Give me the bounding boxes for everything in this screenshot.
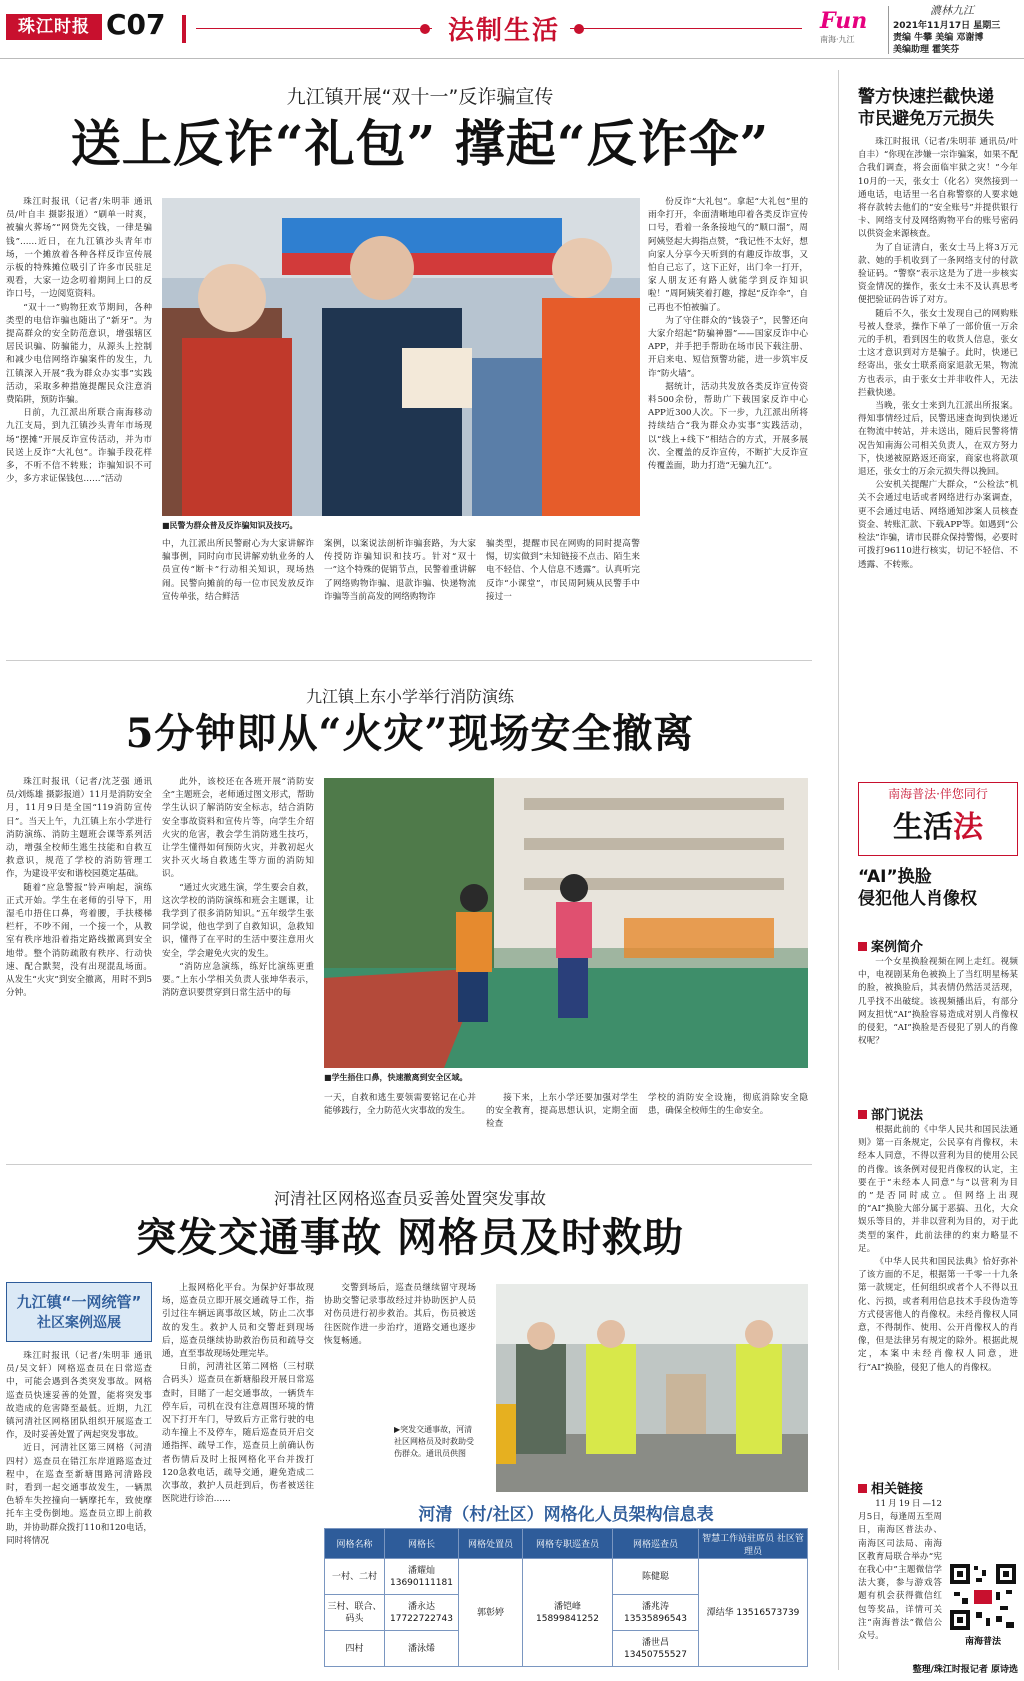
article-divider: [6, 1164, 812, 1165]
paragraph: 当晚，张女士来到九江派出所报案。得知事情经过后，民警迅速查询到快递近在物流中转站，并未送出，随后民警将情况告知南海公司相关负责人，在双方努力下，快递被原路返还商家，商家也将款项退还，张女士的万余元损失得以挽回。: [858, 401, 1018, 478]
paragraph: 珠江时报讯（记者/朱明菲 通讯员/吴文轩）网格巡查员在日常巡查中，可能会遇到各类突发事故。网格巡查员快速妥善的处置，能将突发事故造成的危害降至最低。近期，九江镇河清社区网格团队组织开展巡查工作，及时妥善处置了两起突发事故。: [6, 1351, 152, 1441]
paragraph: 《中华人民共和国民法典》恰好弥补了该方面的不足，根据第一千零一十九条第一款规定，任何组织或者个人不得以丑化、污损，或者利用信息技术手段伪造等方式侵害他人的肖像权。未经肖像权人同意，不得制作、使用、公开肖像权人的肖像，但是法律另有规定的除外。根据此规定，本案中未经肖像权人同意，进行“AI”换脸，侵犯了他人的肖像权。: [858, 1257, 1018, 1373]
link-heading: [858, 1478, 923, 1497]
table-cell: 潘泳烯: [385, 1631, 459, 1667]
paragraph: 为了守住群众的“钱袋子”，民警还向大家介绍起“防骗神器”——国家反诈中心APP，并手把手帮助在场市民下载注册、开启来电、短信预警功能，进一步筑牢反诈“防火墙”。: [648, 315, 808, 379]
dept-heading: [858, 1104, 923, 1123]
brand-logo: [820, 8, 888, 50]
table-header: 网格专职巡查员: [523, 1529, 613, 1559]
paragraph: “双十一”购物狂欢节期间，各种类型的电信诈骗也随出了“新牙”。为提高群众的安全防范意识，增强辖区居民识骗、防骗能力，从源头上控制和减少电信网络诈骗案件的发生，九江镇深入开展“我为群众办实事”实践活动，采取多种措施提醒民众注意消费陷阱，预防诈骗。: [6, 302, 152, 406]
paragraph: 案例，以案说法剖析诈骗套路，为大家传授防诈骗知识和技巧。针对“双十一”这个特殊的促销节点，民警着重讲解了网络购物诈骗、退款诈骗、快递物流诈骗等当前高发的网络购物诈: [324, 539, 476, 602]
link-heading-text: 相关链接: [871, 1482, 924, 1497]
paragraph: 接下来，上东小学还要加强对学生的安全教育，提高思想认识，定期全面检查: [486, 1093, 638, 1130]
section-title: 法制生活: [448, 16, 561, 46]
table-cell: 潘兆涛 13535896543: [613, 1595, 699, 1631]
article1-bottom1: [162, 538, 314, 638]
dept-heading-text: 部门说法: [871, 1108, 924, 1123]
article-divider: [6, 660, 812, 661]
qr-code[interactable]: [948, 1562, 1018, 1632]
article2-headline: 5分钟即从“火灾”现场安全撤离: [125, 710, 695, 757]
article1-bottom2: [324, 538, 476, 638]
brand-logo-text: Fun: [820, 8, 868, 34]
square-icon: [858, 1110, 867, 1119]
paragraph: 日前，河清社区第二网格（三村联合码头）巡查员在新塘船段开展日常巡查时，目睹了一起交通事故，一辆货车停车后，司机在没有注意周围环境的情况下打开车门，导致后方正常行驶的电动车撞上不及停车，随后巡查员开启交通指挥、疏导工作，巡查员上前确认伤者伤情后及时上报网格化平台并拨打120急救电话，疏导交通，避免造成二次事故，救护人员赶到后，伤者被送往医院进行诊治……: [162, 1362, 314, 1505]
article3-col1: [6, 1350, 152, 1676]
paragraph: 一天，自救和逃生要领需要铭记在心并能够践行，全力防范火灾事故的发生。: [324, 1093, 476, 1117]
paragraph: 骗类型，提醒市民在网购的同时提高警惕，切实做到“未知链接不点击、陌生来电不轻信、个人信息不透露”。认真听完反诈“小课堂”，市民周阿姨从民警手中接过一: [486, 539, 640, 602]
masthead-bar: [182, 15, 186, 43]
table-cell: 潘铠峰 15899841252: [523, 1559, 613, 1667]
issue-info: [893, 20, 1000, 56]
anti-fraud-photo: [162, 198, 640, 516]
square-icon: [858, 942, 867, 951]
table-cell: 潘永达 17722722743: [385, 1595, 459, 1631]
case-heading-text: 案例简介: [871, 940, 924, 955]
issue-assist: 美编助理 霍笑芬: [893, 45, 960, 55]
table-cell: 陈健聪: [613, 1559, 699, 1595]
article2-bottom1: [324, 1092, 476, 1142]
paragraph: 份反诈“大礼包”。拿起“大礼包”里的雨伞打开，伞面清晰地印着各类反诈宣传口号，看着一条条接地气的“顺口溜”，周阿姨竖起大拇指点赞，“我记性不太好，想向家人分享今天听到的有趣反诈故事，又怕自己忘了，这下正好，出门伞一打开，家人朋友还有路人就能学到反诈知识啦！”周阿姨笑着打趣，撑起“反诈伞”，自己再也不怕被骗了。: [648, 197, 808, 313]
paragraph: 随着“应急警报”铃声响起，演练正式开始。学生在老师的引导下，用湿毛巾捂住口鼻，弯着腰，手扶楼梯栏杆，不吵不闹，一个接一个，从教室有秩序地沿着指定路线撤离到安全地带。整个消防疏散有秩序、行动快速、配合默契，没有出现混乱场面。从发生“火灾”到安全撤离，用时不到5分钟。: [6, 882, 152, 999]
grid-table-inner: [324, 1528, 808, 1667]
table-header-row: [325, 1529, 808, 1559]
masthead-dot-left: [420, 24, 430, 34]
series-badge: [6, 1282, 152, 1342]
square-icon: [858, 1484, 867, 1493]
table-header: 网格长: [385, 1529, 459, 1559]
masthead-rule-right: [570, 28, 802, 29]
sidebar-title: [858, 86, 1018, 130]
article3-headline: 突发交通事故 网格员及时救助: [136, 1214, 684, 1261]
law-banner-top: 南海普法·伴您同行: [888, 787, 988, 801]
ai-title-line1: “AI”换脸: [858, 867, 932, 887]
article2-caption: ■学生捂住口鼻，快速撤离到安全区域。: [324, 1073, 468, 1082]
paragraph: 日前，九江派出所联合南海移动九江支局，到九江镇沙头青年市场现场“摆摊”开展反诈宣传活动，并为市民送上反诈“大礼包”。诈骗手段花样多，不听不信不转账；诈骗知识不可少，多方求证保钱包……“活动: [6, 408, 152, 485]
table-row: [325, 1559, 808, 1595]
article2-bottom3: [648, 1092, 808, 1142]
paragraph: 根据此前的《中华人民共和国民法通则》第一百条规定，公民享有肖像权，未经本人同意，不得以营利为目的使用公民的肖像。该条例对侵犯肖像权的认定，主要在于“未经本人同意”与“以营利为目的”是否同时成立。但网络上出现的“AI”换脸大部分属于恶搞、丑化，大众娱乐等目的，并非以营利为目的，对于此类型的案件，此前法律的约束力略显不足。: [858, 1125, 1018, 1254]
ai-title: [858, 866, 1018, 910]
masthead-rule-left: [196, 28, 432, 29]
qr-label: 南海普法: [964, 1637, 1001, 1647]
case-heading: [858, 936, 923, 955]
sidebar-divider: [838, 70, 839, 1670]
ai-title-line2: 侵犯他人肖像权: [858, 889, 977, 909]
paragraph: “消防应急演练，练好比演练更重要。”上东小学相关负责人张坤华表示，消防意识要贯穿到日常生活中的每: [162, 961, 314, 999]
paragraph: 此外，该校还在各班开展“消防安全”主题班会，老师通过图文形式，帮助学生认识了解消防安全标志，结合消防安全事故资料和宣传片等，向学生介绍火灾的危害，教会学生消防逃生技巧，让学生懂得如何预防火灾，并教初起火灾扑灭火场自救逃生等方面的消防知识。: [162, 777, 314, 880]
article2-photo: [324, 778, 808, 1068]
article1-col3: [648, 196, 808, 638]
table-header: 智慧工作站驻席员 社区管理员: [699, 1529, 808, 1559]
paragraph: 为了自证清白，张女士马上将3万元款、她的手机收到了一条网络支付的付款验证码。“警察”表示这是为了进一步核实资金情况的操作，张女士未不及认真思考便把验证码告诉了对方。: [858, 242, 1018, 306]
table-cell: 郭彰婷: [459, 1559, 523, 1667]
table-cell: 四村: [325, 1631, 385, 1667]
article1-kicker: 九江镇开展“双十一”反诈骗宣传: [286, 86, 554, 108]
article1-photo: [162, 198, 640, 516]
paragraph: 公安机关提醒广大群众，“公检法”机关不会通过电话或者网络进行办案调查，更不会通过电话、网络通知涉案人员核查资金、转账汇款、下载APP等。如遇到“公检法”诈骗，请市民群众保持警惕，必要时可拨打96110进行核实，切记不轻信、不透露、不转账。: [858, 480, 1018, 570]
page-number: C07: [106, 8, 166, 41]
issue-editor: 责编 牛攀 美编 邓谢博: [893, 33, 984, 43]
issue-date: 2021年11月17日 星期三: [893, 21, 1001, 31]
table-cell: 潘耀灿 13690111181: [385, 1559, 459, 1595]
table-cell: 潘世昌 13450755527: [613, 1631, 699, 1667]
masthead-divider: [888, 6, 889, 54]
table-cell: 三村、联合、码头: [325, 1595, 385, 1631]
article2-col1: [6, 776, 152, 1136]
paragraph: 据统计，活动共发放各类反诈宣传资料500余份，帮助广下载国家反诈中心APP近300人次。下一步，九江派出所将持续结合“我为群众办实事”实践活动，以“线上+线下”相结合的方式，开展多展次、全覆盖的反诈宣传，不断扩大反诈宣传覆盖面，助力打造“无骗九江”。: [648, 381, 808, 472]
article1-caption: ■民警为群众普及反诈骗知识及技巧。: [162, 521, 298, 530]
table-cell: 潭结华 13516573739: [699, 1559, 808, 1667]
paragraph: 上报网格化平台。为保护好事故现场，巡查员立即开展交通疏导工作，指引过往车辆远离事故区域，防止二次事故的发生。救护人员和交警赶到现场后，巡查员继续协助救治伤员和疏导交通，直至事故现场处理完毕。: [162, 1283, 314, 1360]
article3-photo: [496, 1284, 808, 1492]
article3-col2: [162, 1282, 314, 1676]
qr-code-icon: [948, 1562, 1018, 1632]
table-title: 河清（村/社区）网格化人员架构信息表: [418, 1505, 714, 1525]
dept-text: [858, 1124, 1018, 1470]
paragraph: 近日，河清社区第三网格（河清四村）巡查员在错江东岸道路巡查过程中，在巡查至新塘围路河清路段时，看到一起交通事故发生，一辆黑色轿车失控撞向一辆摩托车，致使摩托车主受伤倒地。巡查员立即上前救助，并协助群众拨打110和120电话，同时将情况: [6, 1443, 152, 1546]
case-text: [858, 956, 1018, 1086]
article2-kicker: 九江镇上东小学举行消防演练: [305, 687, 514, 706]
paragraph: 一个女星换脸视频在网上走红。视频中，电视剧某角色被换上了当红明星杨某的脸，被换脸后，其表情仍然活灵活现，几乎找不出破绽。该视频播出后，有部分网友担忧“AI”换脸容易造成对别人肖像权的侵犯，“AI”换脸是否侵犯了别人的肖像权呢？: [858, 957, 1018, 1047]
paragraph: 随后不久，张女士发现自己的网购账号被人登录，操作下单了一部价值一万余元的手机，看到因生的收货人信息，张女士这才意识到对方是骗子。此时，快递已经寄出，张女士联系商家退款无果，物流方也表示，由于张女士并非收件人，无法拦截快递。: [858, 308, 1018, 398]
series-badge-title: 九江镇“一网统管”: [16, 1293, 142, 1311]
newspaper-logo: 珠江时报: [6, 14, 102, 40]
article1-bottom3: [486, 538, 640, 638]
sidebar-title-line2: 市民避免万元损失: [858, 109, 994, 129]
law-banner-main-b: 法: [953, 810, 983, 845]
masthead-dot-right: [574, 24, 584, 34]
article1-headline: 送上反诈“礼包” 撑起“反诈伞”: [70, 114, 770, 173]
brand-sub: 南海·九江: [820, 35, 855, 44]
sidebar-credit: 整理/珠江时报记者 原诗选: [912, 1665, 1018, 1675]
grid-table: [324, 1528, 808, 1667]
law-banner: [858, 782, 1018, 856]
paragraph: 交警到场后，巡查员继续留守现场协助交警记录事故经过并协助医护人员对伤员进行初步救治。其后，伤员被送往医院作进一步治疗，道路交通也逐步恢复畅通。: [324, 1283, 476, 1346]
article3-col3: [324, 1282, 476, 1382]
series-badge-sub: 社区案例巡展: [37, 1315, 121, 1331]
paragraph: 中，九江派出所民警耐心为大家讲解诈骗事例，同时向市民讲解劝轨业务的人员宣传“断卡”行动相关知识，现场热闹。民警向摊前的每一位市民发放反诈宣传单张，结合鲜活: [162, 539, 314, 602]
sidebar-article: [858, 136, 1018, 772]
paragraph: 珠江时报讯（记者/朱明菲 通讯员/叶自丰 摄影报道）“刷单一时爽，被骗火葬场”“网贷先交钱，一律是骗钱”……近日，在九江镇沙头青年市场，一个摊放着各种各样反诈宣传展示板的特殊摊位吸引了许多市民驻足观看，大家一边念叨着期间上口的反诈口号，一边阅览资料。: [6, 197, 152, 300]
brand-title: 濃林九江: [930, 4, 974, 17]
fire-drill-photo: [324, 778, 808, 1068]
paragraph: 学校的消防安全设施，彻底消除安全隐患，确保全校师生的生命安全。: [648, 1093, 808, 1117]
paragraph: 珠江时报讯（记者/朱明菲 通讯员/叶自丰）“你现在涉嫌一宗诈骗案，如果不配合我们调查，将会面临牢狱之灾！”今年10月的一天，张女士（化名）突然接到一通电话，电话里一名自称警察的人要求她将存款转去他们的“安全账号”并提供银行卡、网络支付及网络购物平台的账号密码以供资金来源核查。: [858, 137, 1018, 240]
table-header: 网格处置员: [459, 1529, 523, 1559]
link-text: [858, 1498, 942, 1658]
article3-kicker: 河清社区网格巡查员妥善处置突发事故: [273, 1189, 546, 1208]
article3-caption: ▶突发交通事故，河清社区网格员及时救助受伤群众。通讯员供图: [394, 1425, 474, 1458]
law-banner-main-a: 生活: [893, 810, 953, 845]
top-rule: [0, 58, 1024, 59]
article1-col1: [6, 196, 152, 638]
table-cell: 一村、二村: [325, 1559, 385, 1595]
paragraph: 11月19日—12月5日，每逢周五至周日，南海区普法办、南海区司法局、南海区教育局联合举办“宪在我心中”主题微信学法大赛，参与游戏答题有机会获得微信红包等奖品，详情可关注“南海普法”微信公众号。: [858, 1499, 942, 1642]
table-header: 网格名称: [325, 1529, 385, 1559]
article2-col2: [162, 776, 314, 1136]
traffic-accident-photo: [496, 1284, 808, 1492]
sidebar-title-line1: 警方快速拦截快递: [858, 87, 994, 107]
paragraph: 珠江时报讯（记者/沈芝强 通讯员/刘炼雄 摄影报道）11月是消防安全月，11月9日是全国“119消防宣传日”。当天上午，九江镇上东小学进行消防演练、消防主题班会课等系列活动，增强全校师生逃生技能和自救互救意识，规范了学校的消防管理工作，为建设平安和谐校园奠定基础。: [6, 777, 152, 880]
article2-bottom2: [486, 1092, 638, 1142]
table-header: 网格巡查员: [613, 1529, 699, 1559]
paragraph: “通过火灾逃生演，学生要会自救，这次学校的消防演练和班会主题课，让我学到了很多消防知识。”五年级学生张同学说，他也学到了自救知识，急救知识，懂得了在平时的生活中要注意用火安全，学会避免火灾的发生。: [162, 882, 314, 959]
